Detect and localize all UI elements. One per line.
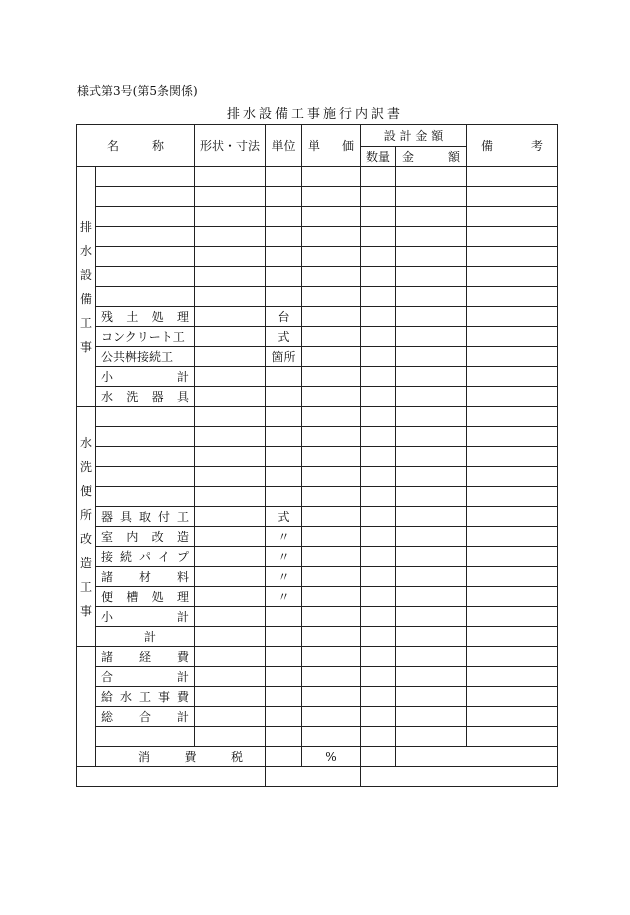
- item-shape: [195, 167, 266, 187]
- item-name: [96, 727, 195, 747]
- item-amount: [396, 407, 467, 427]
- item-quantity: [361, 327, 396, 347]
- item-shape: [195, 287, 266, 307]
- item-name: コンクリート工: [96, 327, 195, 347]
- item-amount: [396, 167, 467, 187]
- item-name: 小 計: [96, 607, 195, 627]
- table-row: [77, 547, 558, 567]
- item-unit-price: [302, 207, 361, 227]
- tax-row: [77, 747, 558, 767]
- item-remarks: [467, 627, 558, 647]
- table-row: [77, 627, 558, 647]
- item-unit: [266, 687, 302, 707]
- item-name: [96, 267, 195, 287]
- item-name: [96, 407, 195, 427]
- item-amount: [396, 627, 467, 647]
- breakdown-table: [76, 124, 558, 787]
- item-amount: [396, 687, 467, 707]
- item-unit: [266, 627, 302, 647]
- item-unit: [266, 287, 302, 307]
- table-row: [77, 327, 558, 347]
- item-shape: [195, 567, 266, 587]
- item-amount: [396, 387, 467, 407]
- item-unit-price: [302, 467, 361, 487]
- item-unit-price: [302, 447, 361, 467]
- category-label: [77, 647, 96, 767]
- header-unit: 単位: [266, 125, 302, 167]
- table-row: [77, 727, 558, 747]
- table-row: [77, 187, 558, 207]
- item-quantity: [361, 407, 396, 427]
- item-remarks: [467, 387, 558, 407]
- item-amount: [396, 487, 467, 507]
- item-amount: [396, 727, 467, 747]
- item-unit-price: [302, 427, 361, 447]
- item-unit-price: [302, 387, 361, 407]
- item-unit-price: [302, 367, 361, 387]
- table-row: [77, 267, 558, 287]
- final-unit: [266, 767, 361, 787]
- item-unit-price: [302, 267, 361, 287]
- item-amount: [396, 327, 467, 347]
- item-unit-price: [302, 627, 361, 647]
- item-unit: [266, 607, 302, 627]
- table-row: [77, 587, 558, 607]
- item-quantity: [361, 547, 396, 567]
- table-row: [77, 207, 558, 227]
- item-quantity: [361, 267, 396, 287]
- item-quantity: [361, 287, 396, 307]
- item-quantity: [361, 387, 396, 407]
- item-remarks: [467, 307, 558, 327]
- table-row: [77, 387, 558, 407]
- table-row: [77, 167, 558, 187]
- item-shape: [195, 207, 266, 227]
- item-quantity: [361, 587, 396, 607]
- item-name: [96, 467, 195, 487]
- item-quantity: [361, 227, 396, 247]
- table-row: [77, 427, 558, 447]
- item-name: 水 洗 器 具: [96, 387, 195, 407]
- table-row: [77, 407, 558, 427]
- item-shape: [195, 487, 266, 507]
- table-row: [77, 667, 558, 687]
- item-name: [96, 187, 195, 207]
- table-row: [77, 607, 558, 627]
- item-quantity: [361, 467, 396, 487]
- item-unit: [266, 407, 302, 427]
- item-unit: 〃: [266, 587, 302, 607]
- item-quantity: [361, 247, 396, 267]
- header-unit-price: 単 価: [302, 125, 361, 167]
- table-row: [77, 687, 558, 707]
- item-shape: [195, 347, 266, 367]
- item-unit-price: [302, 407, 361, 427]
- item-amount: [396, 587, 467, 607]
- item-shape: [195, 467, 266, 487]
- item-shape: [195, 627, 266, 647]
- item-remarks: [467, 367, 558, 387]
- item-remarks: [467, 187, 558, 207]
- item-shape: [195, 327, 266, 347]
- item-name: 総 合 計: [96, 707, 195, 727]
- item-remarks: [467, 227, 558, 247]
- item-quantity: [361, 347, 396, 367]
- item-unit-price: [302, 327, 361, 347]
- header-row: [77, 125, 558, 147]
- form-number: 様式第3号(第5条関係): [77, 84, 198, 98]
- header-amount: 金 額: [396, 147, 467, 167]
- item-unit-price: [302, 707, 361, 727]
- item-unit-price: [302, 607, 361, 627]
- item-remarks: [467, 267, 558, 287]
- item-name: [96, 227, 195, 247]
- item-name: 合 計: [96, 667, 195, 687]
- table-row: [77, 527, 558, 547]
- item-amount: [396, 547, 467, 567]
- item-shape: [195, 427, 266, 447]
- item-shape: [195, 267, 266, 287]
- table-row: [77, 707, 558, 727]
- item-name: [96, 447, 195, 467]
- item-name: 接 続 パ イ プ: [96, 547, 195, 567]
- item-remarks: [467, 647, 558, 667]
- item-amount: [396, 307, 467, 327]
- item-unit: [266, 367, 302, 387]
- item-remarks: [467, 527, 558, 547]
- item-unit: 〃: [266, 567, 302, 587]
- item-name: 残 土 処 理: [96, 307, 195, 327]
- item-unit-price: [302, 487, 361, 507]
- item-name: 給 水 工 事 費: [96, 687, 195, 707]
- item-shape: [195, 407, 266, 427]
- item-unit-price: [302, 567, 361, 587]
- item-quantity: [361, 727, 396, 747]
- item-unit-price: [302, 547, 361, 567]
- item-unit-price: [302, 307, 361, 327]
- item-quantity: [361, 667, 396, 687]
- item-name: 計: [96, 627, 195, 647]
- item-remarks: [467, 327, 558, 347]
- item-quantity: [361, 567, 396, 587]
- item-unit: [266, 467, 302, 487]
- item-name: [96, 427, 195, 447]
- header-shape: 形状・寸法: [195, 125, 266, 167]
- item-unit: [266, 227, 302, 247]
- item-amount: [396, 207, 467, 227]
- item-unit: 台: [266, 307, 302, 327]
- item-shape: [195, 247, 266, 267]
- item-name: 器 具 取 付 工: [96, 507, 195, 527]
- table-row: [77, 507, 558, 527]
- tax-unit: %: [302, 747, 361, 767]
- item-amount: [396, 667, 467, 687]
- item-quantity: [361, 647, 396, 667]
- final-row: [77, 767, 558, 787]
- item-unit-price: [302, 587, 361, 607]
- item-shape: [195, 367, 266, 387]
- item-remarks: [467, 707, 558, 727]
- item-quantity: [361, 487, 396, 507]
- item-name: [96, 167, 195, 187]
- item-shape: [195, 707, 266, 727]
- table-row: [77, 487, 558, 507]
- header-design-amount: 設 計 金 額: [361, 125, 467, 147]
- table-row: [77, 347, 558, 367]
- item-unit: [266, 487, 302, 507]
- item-quantity: [361, 687, 396, 707]
- item-shape: [195, 587, 266, 607]
- item-unit-price: [302, 187, 361, 207]
- item-amount: [396, 507, 467, 527]
- item-amount: [396, 447, 467, 467]
- item-quantity: [361, 207, 396, 227]
- item-shape: [195, 307, 266, 327]
- table-row: [77, 567, 558, 587]
- item-unit: 式: [266, 507, 302, 527]
- item-unit-price: [302, 727, 361, 747]
- item-shape: [195, 547, 266, 567]
- item-amount: [396, 647, 467, 667]
- item-quantity: [361, 627, 396, 647]
- item-name: [96, 207, 195, 227]
- item-unit-price: [302, 167, 361, 187]
- item-name: [96, 287, 195, 307]
- item-unit-price: [302, 647, 361, 667]
- category-label: 水洗便所改造工事: [77, 407, 96, 647]
- table-row: [77, 647, 558, 667]
- item-remarks: [467, 447, 558, 467]
- item-shape: [195, 667, 266, 687]
- item-quantity: [361, 427, 396, 447]
- table-row: [77, 367, 558, 387]
- item-unit: [266, 427, 302, 447]
- header-name: 名 称: [77, 125, 195, 167]
- item-unit: [266, 247, 302, 267]
- item-name: [96, 487, 195, 507]
- item-remarks: [467, 347, 558, 367]
- item-amount: [396, 607, 467, 627]
- item-unit: 式: [266, 327, 302, 347]
- item-unit: 箇所: [266, 347, 302, 367]
- item-quantity: [361, 307, 396, 327]
- item-name: 室 内 改 造: [96, 527, 195, 547]
- tax-amount: [396, 747, 558, 767]
- item-remarks: [467, 247, 558, 267]
- item-shape: [195, 607, 266, 627]
- item-name: 公共桝接続工: [96, 347, 195, 367]
- item-remarks: [467, 587, 558, 607]
- item-unit-price: [302, 347, 361, 367]
- item-unit-price: [302, 507, 361, 527]
- item-unit: [266, 647, 302, 667]
- final-name: [77, 767, 266, 787]
- tax-unit-price: [361, 747, 396, 767]
- item-remarks: [467, 467, 558, 487]
- item-unit-price: [302, 287, 361, 307]
- item-amount: [396, 527, 467, 547]
- item-unit: [266, 267, 302, 287]
- item-unit: 〃: [266, 527, 302, 547]
- item-quantity: [361, 507, 396, 527]
- item-quantity: [361, 167, 396, 187]
- table-row: [77, 227, 558, 247]
- item-unit: [266, 727, 302, 747]
- table-row: [77, 307, 558, 327]
- item-unit-price: [302, 667, 361, 687]
- item-amount: [396, 707, 467, 727]
- item-shape: [195, 727, 266, 747]
- item-amount: [396, 567, 467, 587]
- item-unit: [266, 707, 302, 727]
- item-unit-price: [302, 687, 361, 707]
- item-shape: [195, 507, 266, 527]
- item-shape: [195, 647, 266, 667]
- item-name: 小 計: [96, 367, 195, 387]
- item-name: [96, 247, 195, 267]
- item-unit: [266, 167, 302, 187]
- category-label: 排水設備工事: [77, 167, 96, 407]
- item-shape: [195, 187, 266, 207]
- item-remarks: [467, 547, 558, 567]
- item-remarks: [467, 507, 558, 527]
- item-unit-price: [302, 227, 361, 247]
- item-remarks: [467, 727, 558, 747]
- table-row: [77, 247, 558, 267]
- item-unit: [266, 667, 302, 687]
- item-amount: [396, 347, 467, 367]
- item-unit: [266, 387, 302, 407]
- item-unit-price: [302, 527, 361, 547]
- item-quantity: [361, 527, 396, 547]
- tax-label: 消 費 税: [96, 747, 266, 767]
- item-amount: [396, 287, 467, 307]
- item-remarks: [467, 287, 558, 307]
- item-shape: [195, 687, 266, 707]
- item-remarks: [467, 487, 558, 507]
- document-title: 排水設備工事施行内訳書: [226, 107, 403, 122]
- item-unit: [266, 187, 302, 207]
- header-quantity: 数量: [361, 147, 396, 167]
- item-unit: 〃: [266, 547, 302, 567]
- table-row: [77, 287, 558, 307]
- item-remarks: [467, 687, 558, 707]
- item-amount: [396, 267, 467, 287]
- item-remarks: [467, 427, 558, 447]
- item-remarks: [467, 607, 558, 627]
- item-name: 便 槽 処 理: [96, 587, 195, 607]
- item-shape: [195, 227, 266, 247]
- item-amount: [396, 367, 467, 387]
- item-amount: [396, 227, 467, 247]
- item-remarks: [467, 667, 558, 687]
- item-remarks: [467, 167, 558, 187]
- table-row: [77, 467, 558, 487]
- item-quantity: [361, 707, 396, 727]
- item-shape: [195, 447, 266, 467]
- item-quantity: [361, 187, 396, 207]
- item-amount: [396, 467, 467, 487]
- item-name: 諸 材 料: [96, 567, 195, 587]
- item-quantity: [361, 607, 396, 627]
- header-remarks: 備 考: [467, 125, 558, 167]
- item-amount: [396, 427, 467, 447]
- tax-shape: [266, 747, 302, 767]
- item-quantity: [361, 367, 396, 387]
- item-unit: [266, 207, 302, 227]
- item-shape: [195, 387, 266, 407]
- item-remarks: [467, 407, 558, 427]
- item-amount: [396, 187, 467, 207]
- item-amount: [396, 247, 467, 267]
- item-remarks: [467, 207, 558, 227]
- item-unit-price: [302, 247, 361, 267]
- table-row: [77, 447, 558, 467]
- item-shape: [195, 527, 266, 547]
- item-quantity: [361, 447, 396, 467]
- item-unit: [266, 447, 302, 467]
- final-amount: [361, 767, 558, 787]
- item-name: 諸 経 費: [96, 647, 195, 667]
- item-remarks: [467, 567, 558, 587]
